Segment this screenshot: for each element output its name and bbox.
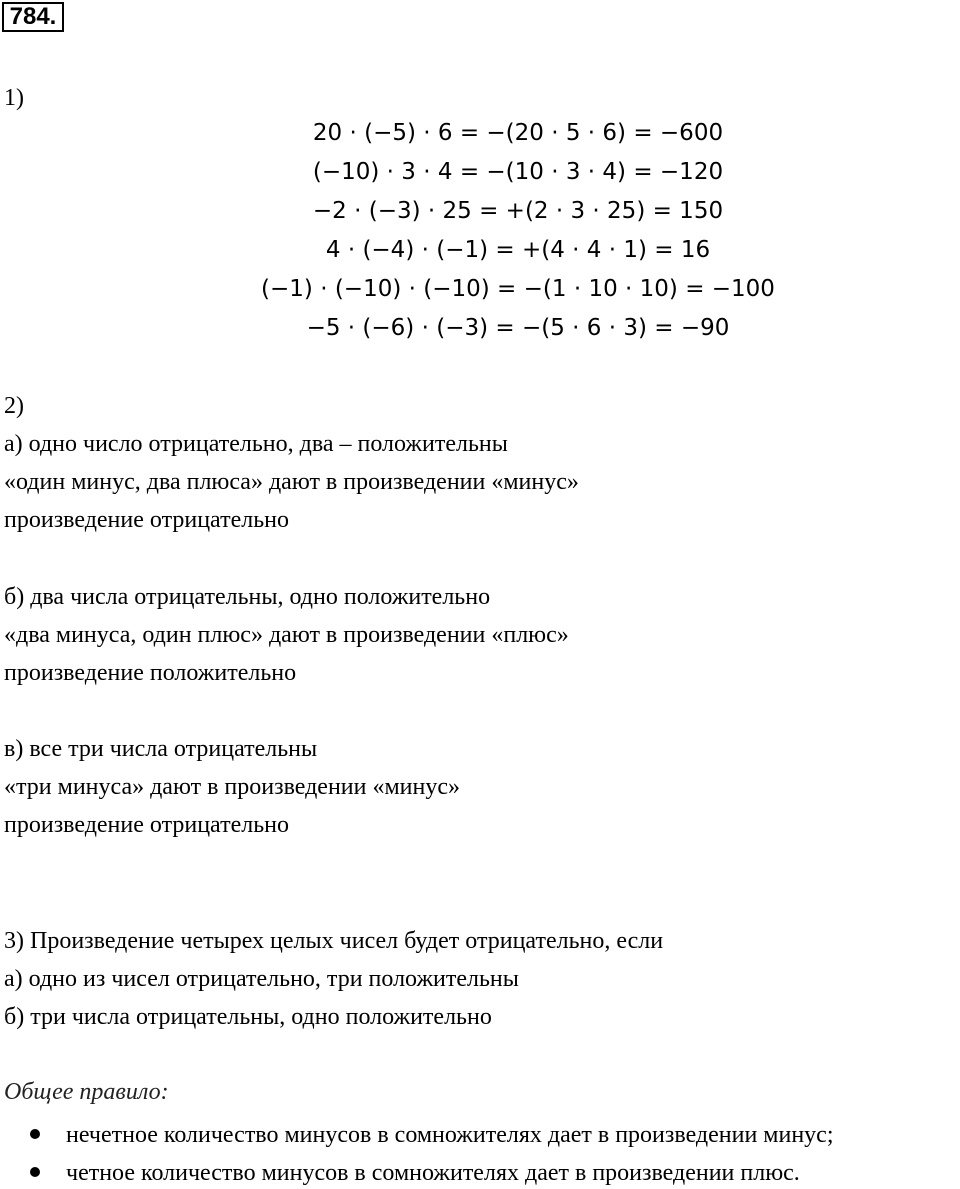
part2-a-line-1: а) одно число отрицательно, два – положительны [4,431,508,457]
bullet-dot-icon [30,1167,40,1177]
part2-c-line-3: произведение отрицательно [4,812,289,838]
equation-5: (−1) · (−10) · (−10) = −(1 · 10 · 10) = −100 [261,276,775,302]
equation-6: −5 · (−6) · (−3) = −(5 · 6 · 3) = −90 [306,315,730,341]
rule-bullet-2-text: четное количество минусов в сомножителях дает в произведении плюс. [66,1160,800,1186]
rule-title: Общее правило: [4,1079,169,1105]
part2-a-line-3: произведение отрицательно [4,507,289,533]
equation-1: 20 · (−5) · 6 = −(20 · 5 · 6) = −600 [312,120,724,146]
part3-line-2: а) одно из чисел отрицательно, три положительны [4,966,519,992]
part2-c-line-2: «три минуса» дают в произведении «минус» [4,774,461,800]
equation-4: 4 · (−4) · (−1) = +(4 · 4 · 1) = 16 [325,237,711,263]
part2-b-line-1: б) два числа отрицательны, одно положительно [4,584,491,610]
problem-number: 784. [2,2,64,32]
part3-line-3: б) три числа отрицательны, одно положительно [4,1004,492,1030]
part2-c-line-1: в) все три числа отрицательны [4,736,318,762]
equation-2: (−10) · 3 · 4 = −(10 · 3 · 4) = −120 [312,159,724,185]
part2-b-line-2: «два минуса, один плюс» дают в произведении «плюс» [4,622,569,648]
part2-a-line-2: «один минус, два плюса» дают в произведении «минус» [4,469,579,495]
part2-label: 2) [4,393,24,419]
part3-line-1: 3) Произведение четырех целых чисел будет отрицательно, если [4,928,664,954]
bullet-dot-icon [30,1129,40,1139]
rule-bullet-1-text: нечетное количество минусов в сомножителях дает в произведении минус; [66,1122,834,1148]
rule-bullet-1 [30,1121,834,1149]
rule-bullet-2 [30,1159,800,1187]
part2-b-line-3: произведение положительно [4,660,297,686]
part1-label: 1) [4,85,24,111]
equation-3: −2 · (−3) · 25 = +(2 · 3 · 25) = 150 [312,198,724,224]
